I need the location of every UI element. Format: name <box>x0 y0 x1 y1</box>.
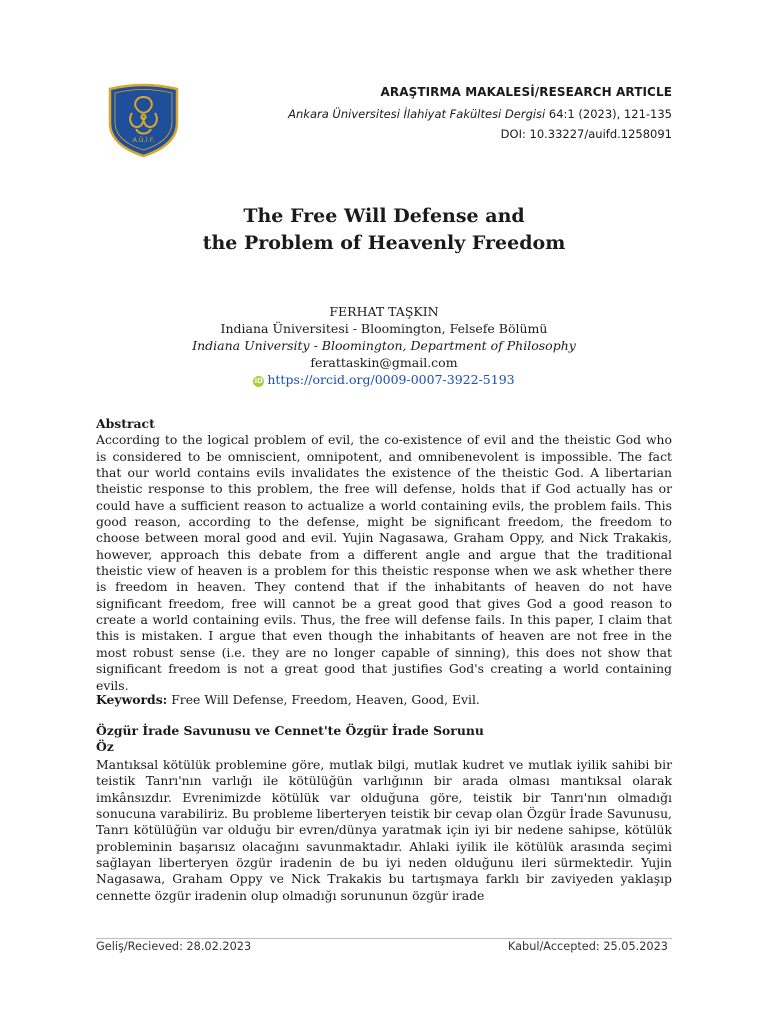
logo-text: A.Ü.İ.F. <box>132 136 155 144</box>
abstract-heading: Abstract <box>96 416 155 431</box>
doi[interactable]: DOI: 10.33227/auifd.1258091 <box>500 127 672 141</box>
accepted-date: Kabul/Accepted: 25.05.2023 <box>507 940 668 953</box>
journal-citation <box>212 107 672 121</box>
journal-logo <box>106 79 181 158</box>
keywords <box>96 692 672 708</box>
orcid-link[interactable]: https://orcid.org/0009-0007-3922-5193 <box>267 372 515 387</box>
author-email[interactable]: ferattaskin@gmail.com <box>310 355 458 370</box>
article-header <box>212 85 672 141</box>
received-date: Geliş/Recieved: 28.02.2023 <box>96 940 252 953</box>
orcid-line[interactable] <box>0 371 768 388</box>
keywords-text: Free Will Defense, Freedom, Heaven, Good, Evil. <box>167 692 480 707</box>
journal-issue: 64:1 (2023), 121-135 <box>545 107 672 121</box>
footer-divider <box>96 938 672 939</box>
author-name: FERHAT TAŞKIN <box>329 304 439 319</box>
keywords-label: Keywords: <box>96 692 168 707</box>
abstract-text: According to the logical problem of evil, the co-existence of evil and the theistic God who is considered to be omniscient, omnipotent, and omnibenevolent is impossible. The fact that our world contains evils invalidates the existence of the theistic God. A libertarian theistic response to this problem, the free will defense, holds that if God actually has or could have a sufficient reason to actualize a world containing evils, the problem fails. This good reason, according to the defense, might be significant freedom, the freedom to choose between moral good and evil. Yujin Nagasawa, Graham Oppy, and Nick Trakakis, however, approach this debate from a different angle and argue that the traditional theistic view of heaven is a problem for this theistic response when we ask whether there is freedom in heaven. They contend that if the inhabitants of heaven do not have significant freedom, free will cannot be a great good that gives God a good reason to create a world containing evils. Thus, the free will defense fails. In this paper, I claim that this is mistaken. I argue that even though the inhabitants of heaven are not free in the most robust sense (i.e. they are no longer capable of sinning), this does not show that significant freedom is not a great good that justifies God's creating a world containing evils. <box>96 432 672 693</box>
affiliation-en: Indiana University - Bloomington, Department of Philosophy <box>192 338 576 353</box>
turkish-title-block <box>96 723 672 756</box>
shield-icon <box>106 79 181 158</box>
paper-title <box>0 203 768 257</box>
turkish-abstract-text: Mantıksal kötülük problemine göre, mutlak bilgi, mutlak kudret ve mutlak iyilik sahibi bir teistik Tanrı'nın varlığı ile kötülüğün varlığının bir arada olması mantıksal olarak imkânsızdır. Evrenimizde kötülük var olduğuna göre, teistik bir Tanrı'nın olmadığı sonucuna varabiliriz. Bu probleme liberteryen teistik bir cevap olan Özgür İrade Savunusu, Tanrı kötülüğün var olduğu bir evren/dünya yaratmak için iyi bir nedene sahipse, kötülük probleminin başarısız olacağını savunmaktadır. Ahlaki iyilik ile kötülük arasında seçimi sağlayan liberteryen özgür iradenin de bu iyi neden olduğunu ileri sürmektedir. Yujin Nagasawa, Graham Oppy ve Nick Trakakis bu tartışmaya farklı bir zaviyeden yaklaşıp cennette özgür iradenin olup olmadığı sorununun özgür irade <box>96 757 672 903</box>
orcid-icon: iD <box>254 377 263 385</box>
oz-heading: Öz <box>96 739 114 755</box>
article-type: ARAŞTIRMA MAKALESİ/RESEARCH ARTICLE <box>380 85 672 99</box>
title-line-2: the Problem of Heavenly Freedom <box>202 232 566 254</box>
turkish-title: Özgür İrade Savunusu ve Cennet'te Özgür İrade Sorunu <box>96 723 484 738</box>
abstract-section <box>96 416 672 694</box>
journal-name: Ankara Üniversitesi İlahiyat Fakültesi Dergisi <box>288 107 546 121</box>
title-line-1: The Free Will Defense and <box>243 205 525 227</box>
affiliation-tr: Indiana Üniversitesi - Bloomington, Felsefe Bölümü <box>220 321 548 336</box>
author-block <box>0 303 768 388</box>
